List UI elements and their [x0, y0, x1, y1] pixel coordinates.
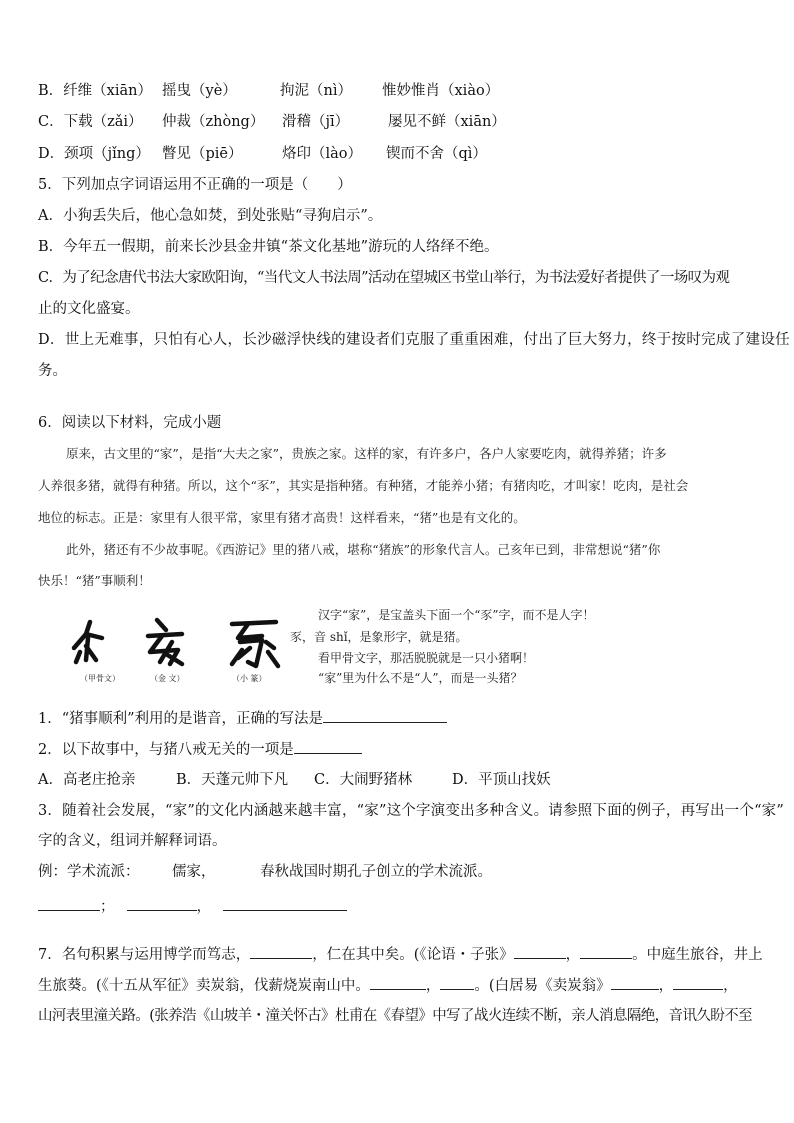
q7-blank-1[interactable] — [250, 944, 312, 959]
q6-stem: 6．阅读以下材料，完成小题 — [38, 415, 222, 431]
q6-sub1: 1．“猪事顺利”利用的是谐音，正确的写法是 — [38, 708, 447, 729]
figure-note-line2: 豕，音 shǐ，是象形字，就是猪。 — [290, 630, 468, 644]
q6-sub2-option-b: B．天蓬元帅下凡 — [176, 772, 289, 788]
q5-option-d-line2: 务。 — [38, 363, 67, 379]
q6-sub3-blank-3[interactable] — [223, 896, 347, 911]
q6-passage-p2-line2: 快乐！“猪”事顺利！ — [38, 573, 151, 588]
q6-sub3-example: 例：学术流派： 儒家， 春秋战国时期孔子创立的学术流派。 — [38, 864, 492, 880]
figure-note-line1: 汉字“家”，是宝盖头下面一个“豕”字，而不是人字！ — [318, 608, 595, 622]
q7-blank-6[interactable] — [611, 975, 659, 990]
q7-line3: 山河表里潼关路。(张养浩《山坡羊・潼关怀古》杜甫在《春望》中写了战火连续不断，亲人消息隔绝，音讯久盼不至 — [38, 1008, 752, 1024]
seal-label: （小 篆） — [232, 674, 267, 683]
q6-sub2-option-a: A．高老庄抢亲 — [38, 772, 136, 788]
q6-sub2-options — [38, 770, 551, 790]
q5-option-b: B．今年五一假期，前来长沙县金井镇“茶文化基地”游玩的人络绎不绝。 — [38, 239, 499, 255]
bronze-label: （金 文） — [150, 674, 185, 683]
q7-blank-2[interactable] — [514, 944, 566, 959]
q6-passage-p2-line1: 此外，猪还有不少故事呢。《西游记》里的猪八戒，堪称“猪族”的形象代言人。己亥年已到，非常想说“猪”你 — [66, 542, 661, 557]
q5-stem: 5．下列加点字词语运用不正确的一项是（ ） — [38, 177, 352, 193]
oracle-bone-label: （甲骨文） — [80, 674, 120, 683]
q6-passage-p1-line2: 人养很多猪，就得有种猪。所以，这个“豕”，其实是指种猪。有种猪，才能养小猪；有猪肉吃，才叫家！吃肉，是社会 — [38, 478, 689, 493]
character-evolution-image — [62, 608, 294, 686]
q7-blank-4[interactable] — [370, 975, 426, 990]
q6-sub2-answer-blank[interactable] — [294, 739, 362, 754]
q7-blank-5[interactable] — [440, 975, 474, 990]
q6-sub1-answer-blank[interactable] — [323, 708, 447, 723]
q6-sub3-blank-1[interactable] — [38, 896, 100, 911]
q5-option-a: A．小狗丢失后，他心急如焚，到处张贴“寻狗启示”。 — [38, 208, 383, 224]
q6-sub2: 2．以下故事中，与猪八戒无关的一项是 — [38, 739, 362, 760]
q6-passage-p1-line3: 地位的标志。正是：家里有人很平常，家里有猪才高贵！这样看来，“猪”也是有文化的。 — [38, 510, 526, 525]
figure-note-line3: 看甲骨文字，那活脱脱就是一只小猪啊！ — [318, 651, 535, 665]
q5-option-d-line1: D．世上无难事，只怕有心人，长沙磁浮快线的建设者们克服了重重困难，付出了巨大努力，终于按时完成了建设任 — [38, 332, 790, 348]
q7-line1: 7．名句积累与运用博学而笃志， ，仁在其中矣。(《论语・子张》 ， 。中庭生旅谷，井上 — [38, 944, 763, 965]
oracle-bone-glyph — [74, 622, 102, 662]
q6-sub2-option-d: D．平顶山找妖 — [452, 772, 551, 788]
q7-line2: 生旅葵。(《十五从军征》卖炭翁，伐薪烧炭南山中。 ， 。(白居易《卖炭翁》 ， ， — [38, 975, 738, 996]
q6-sub3-line1: 3．随着社会发展，“家”的文化内涵越来越丰富，“家”这个字演变出多种含义。请参照下面的例子，再写出一个“家” — [38, 803, 784, 819]
q6-sub3-line2: 字的含义，组词并解释词语。 — [38, 833, 227, 849]
q6-sub2-option-c: C．大闹野猪林 — [314, 772, 413, 788]
q4-option-d: D．颈项（jǐng） 瞥见（piē） 烙印（lào） 锲而不舍（qì） — [38, 146, 487, 162]
q6-sub3-blank-2[interactable] — [127, 896, 197, 911]
figure-note-line4: “家”里为什么不是“人”，而是一头猪？ — [318, 671, 523, 685]
q4-option-b: B．纤维（xiān） 摇曳（yè） 拘泥（nì） 惟妙惟肖（xiào） — [38, 83, 500, 99]
ancient-character-figure — [62, 608, 294, 686]
bronze-glyph — [148, 620, 182, 664]
q5-option-c-line2: 止的文化盛宴。 — [38, 301, 140, 317]
q4-option-c: C．下载（zǎi） 仲裁（zhòng） 滑稽（jī） 屡见不鲜（xiān） — [38, 114, 506, 130]
q7-blank-3[interactable] — [580, 944, 632, 959]
q6-passage-p1-line1: 原来，古文里的“家”，是指“大夫之家”，贵族之家。这样的家，有许多户，各户人家要吃肉，就得养猪；许多 — [66, 446, 667, 461]
seal-glyph — [232, 622, 278, 666]
q5-option-c-line1: C．为了纪念唐代书法大家欧阳询，“当代文人书法周”活动在望城区书堂山举行，为书法爱好者提供了一场叹为观 — [38, 270, 730, 286]
q6-sub3-answer-blanks: ； ， — [38, 896, 347, 917]
q7-blank-7[interactable] — [673, 975, 723, 990]
